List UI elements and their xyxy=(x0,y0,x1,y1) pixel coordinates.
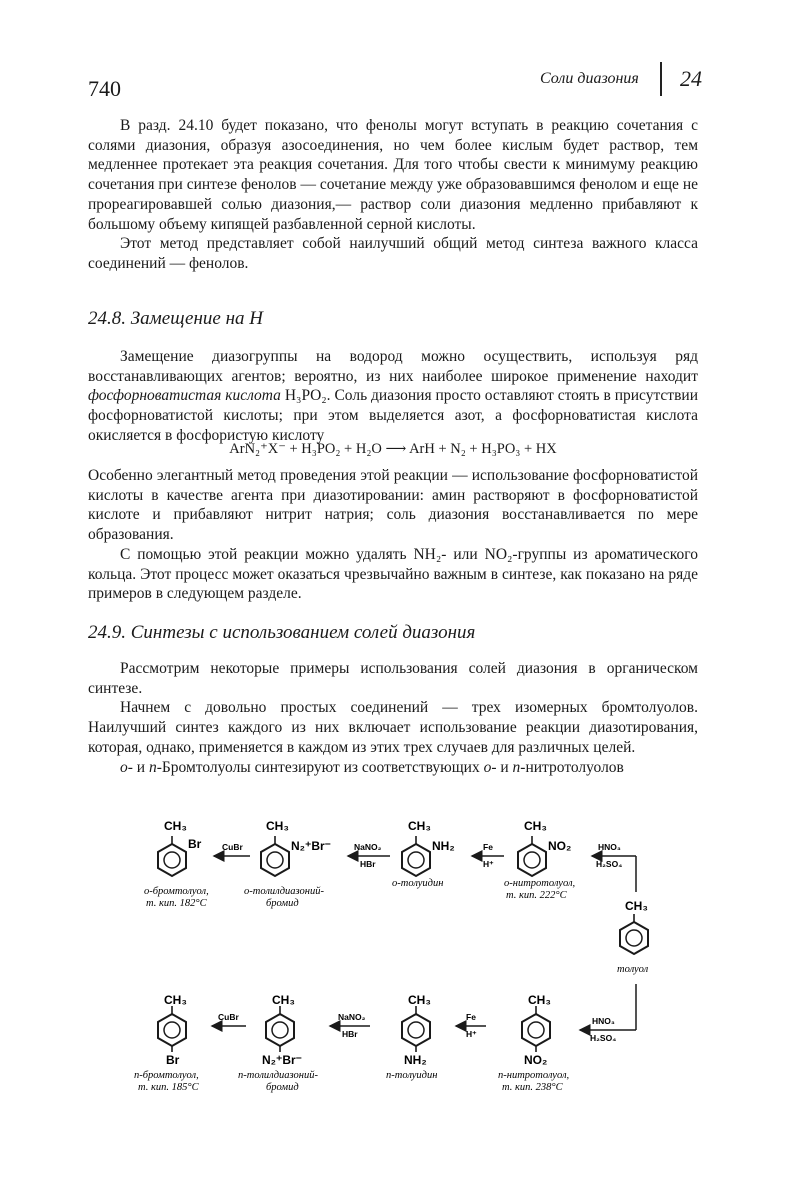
reagent-o-fe: Fe xyxy=(483,842,493,852)
caption-o-diazonium-1: о-толилдиазоний- xyxy=(244,886,324,897)
reagent-p-fe: Fe xyxy=(466,1012,476,1022)
text-run: Замещение диазогруппы на водород можно осуществить, используя ряд восстанавливающих агентов; вероятно, из них наиболее широкое применение находит xyxy=(88,348,698,385)
section-24-9-paragraph-2: Начнем с довольно простых соединений — трех изомерных бромтолуолов. Наилучший синтез каждого из них включает использование реакции диазотирования, которая, однако, применяется в каждом из этих трех случаев для различных целей. xyxy=(88,699,698,756)
o-toluidine-nh2: NH₂ xyxy=(432,839,455,853)
ring-p-bromotoluene xyxy=(158,1006,186,1052)
caption-p-toluidine: п-толуидин xyxy=(386,1070,438,1081)
caption-o-diazonium-2: бромид xyxy=(266,898,299,909)
section-24-9-paragraph-3 xyxy=(88,758,698,778)
ring-o-bromotoluene xyxy=(158,836,186,876)
ring-o-diazonium xyxy=(261,836,289,876)
ring-o-nitrotoluene xyxy=(518,836,546,876)
reagent-p-hbr: HBr xyxy=(342,1029,358,1039)
section-24-9-paragraph-1: Рассмотрим некоторые примеры использования солей диазония в органическом синтезе. xyxy=(88,660,698,697)
running-head: Соли диазония xyxy=(540,70,639,87)
reagent-p-cubr: CuBr xyxy=(218,1012,239,1022)
toluene-ch3: CH₃ xyxy=(625,899,648,913)
reaction-equation: ArN₂⁺X⁻ + H₃PO₂ + H₂O ⟶ ArH + N₂ + H₃PO₃ + HX xyxy=(229,441,557,457)
reagent-p-h: H⁺ xyxy=(466,1029,477,1039)
caption-o-bromotoluene-1: о-бромтолуол, xyxy=(144,886,209,897)
section-heading-24-8: 24.8. Замещение на Н xyxy=(88,308,263,329)
o-bromo-br: Br xyxy=(188,837,202,851)
text-run: Бромтолуолы синтезируют из соответствующих xyxy=(161,758,484,776)
section-24-8-paragraph-2: Особенно элегантный метод проведения этой реакции — использование фосфорноватистой кислоты в качестве агента при диазотировании: амин растворяют в фосфорноватистой кислоте и прибавляют нитрит натрия; соль диазония восстанавливается по мере образования. xyxy=(88,467,698,544)
text-run: H₃PO₂. Соль диазония просто оставляют стоять в присутствии фосфорноватистой кислоты; при этом выделяется азот, а фосфорноватистая кислота окисляется в фосфористую кислоту xyxy=(88,387,698,444)
prefix-p: п- xyxy=(148,758,162,776)
p-diazonium-n2br: N₂⁺Br⁻ xyxy=(262,1053,303,1067)
prefix-o: о- xyxy=(483,758,497,776)
intro-paragraph-2: Этот метод представляет собой наилучший общий метод синтеза важного класса соединений — фенолов. xyxy=(88,235,698,272)
reagent-o-hbr: HBr xyxy=(360,859,376,869)
intro-paragraph-1: В разд. 24.10 будет показано, что фенолы могут вступать в реакцию сочетания с солями диазония, образуя азосоединения, но чем более кислым будет раствор, тем медленнее протекает эта реакция сочетания. Для того чтобы свести к минимуму реакцию сочетания при синтезе фенолов — сочетание между уже образовавшимся фенолом и еще не прореагировавшей солью диазония,— раствор соли диазония медленно прибавляют к большому объему кипящей разбавленной серной кислоты. xyxy=(88,117,698,233)
ring-o-toluidine xyxy=(402,836,430,876)
o-nitro-no2: NO₂ xyxy=(548,839,572,853)
reagent-o-hno3: HNO₃ xyxy=(598,842,621,852)
ring-p-toluidine xyxy=(402,1006,430,1052)
o-diazonium-n2br: N₂⁺Br⁻ xyxy=(291,839,332,853)
ring-toluene xyxy=(620,914,648,954)
term-hypophosphorous-acid: фосфорноватистая кислота xyxy=(88,387,281,405)
caption-o-nitrotoluene-1: о-нитротолуол, xyxy=(504,878,576,889)
text-run: нитротолуолов xyxy=(525,758,624,776)
p-diazonium-ch3: CH₃ xyxy=(272,993,295,1007)
caption-p-nitrotoluene-1: п-нитротолуол, xyxy=(498,1070,570,1081)
reagent-p-nano2: NaNO₂ xyxy=(338,1012,366,1022)
section-24-8-rest xyxy=(88,466,698,604)
p-toluidine-nh2: NH₂ xyxy=(404,1053,427,1067)
caption-toluene: толуол xyxy=(617,964,649,975)
reagent-o-h2so4: H₂SO₄ xyxy=(596,859,623,869)
caption-o-nitrotoluene-2: т. кип. 222°С xyxy=(506,890,567,901)
prefix-o: о- xyxy=(120,758,133,776)
p-bromo-br: Br xyxy=(166,1053,180,1067)
section-24-8-paragraph-1 xyxy=(88,347,698,446)
synthesis-scheme xyxy=(100,808,660,1128)
p-toluidine-ch3: CH₃ xyxy=(408,993,431,1007)
ring-p-diazonium xyxy=(266,1006,294,1052)
caption-p-diazonium-2: бромид xyxy=(266,1082,299,1093)
p-nitro-no2: NO₂ xyxy=(524,1053,548,1067)
reagent-p-h2so4: H₂SO₄ xyxy=(590,1033,617,1043)
section-heading-24-9: 24.9. Синтезы с использованием солей диазония xyxy=(88,622,476,643)
caption-p-diazonium-1: п-толилдиазоний- xyxy=(238,1070,318,1081)
reagent-p-hno3: HNO₃ xyxy=(592,1016,615,1026)
caption-p-bromotoluene-2: т. кип. 185°С xyxy=(138,1082,199,1093)
caption-o-bromotoluene-2: т. кип. 182°С xyxy=(146,898,207,909)
o-nitro-ch3: CH₃ xyxy=(524,819,547,833)
o-bromo-ch3: CH₃ xyxy=(164,819,187,833)
section-24-9-body xyxy=(88,659,698,777)
intro-block xyxy=(88,116,698,274)
reagent-o-h: H⁺ xyxy=(483,859,494,869)
prefix-p: п- xyxy=(512,758,526,776)
section-24-8-paragraph-3: С помощью этой реакции можно удалять NH₂- или NO₂-группы из ароматического кольца. Этот процесс может оказаться чрезвычайно важным в синтезе, как показано на ряде примеров в следующем разделе. xyxy=(88,545,698,603)
o-toluidine-ch3: CH₃ xyxy=(408,819,431,833)
p-nitro-ch3: CH₃ xyxy=(528,993,551,1007)
caption-p-bromotoluene-1: п-бромтолуол, xyxy=(134,1070,199,1081)
text-run: и xyxy=(132,758,149,776)
p-bromo-ch3: CH₃ xyxy=(164,993,187,1007)
reagent-o-nano2: NaNO₂ xyxy=(354,842,382,852)
page-number: 740 xyxy=(88,76,121,101)
ring-p-nitrotoluene xyxy=(522,1006,550,1052)
reagent-o-cubr: CuBr xyxy=(222,842,243,852)
chapter-number: 24 xyxy=(680,66,702,91)
caption-o-toluidine: о-толуидин xyxy=(392,878,444,889)
caption-p-nitrotoluene-2: т. кип. 238°С xyxy=(502,1082,563,1093)
o-diazonium-ch3: CH₃ xyxy=(266,819,289,833)
header-divider xyxy=(660,62,662,96)
text-run: и xyxy=(496,758,513,776)
